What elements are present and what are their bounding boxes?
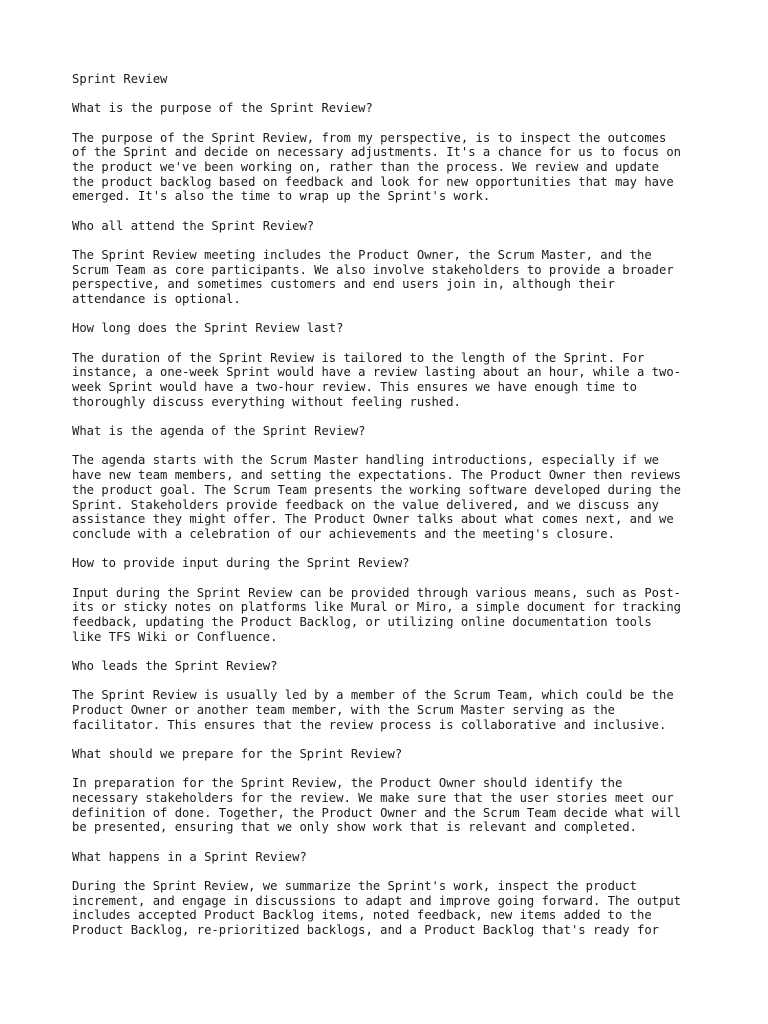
question-duration: How long does the Sprint Review last? — [72, 321, 344, 336]
document-title: Sprint Review — [72, 72, 168, 86]
question-agenda: What is the agenda of the Sprint Review? — [72, 424, 366, 439]
question-preparation: What should we prepare for the Sprint Review? — [72, 746, 403, 761]
answer-preparation: In preparation for the Sprint Review, the Product Owner should identify the necessary stakeholders for the review. We make sure that the user stories meet our definition of done. Together, the Product Owner and the Scrum Team decide what will be presented, ensuring that we only show work that is relevant and completed. — [72, 776, 682, 835]
question-purpose: What is the purpose of the Sprint Review? — [72, 101, 373, 116]
answer-agenda: The agenda starts with the Scrum Master handling introductions, especially if we have new team members, and setting the expectations. The Product Owner then reviews the product goal. The Scrum Team presents the working software developed during the Sprint. Stakeholders provide feedback on the value delivered, and we discuss any assistance they might offer. The Product Owner talks about what comes next, and we conclude with a celebration of our achievements and the meeting's closure. — [72, 453, 682, 541]
answer-attendees: The Sprint Review meeting includes the Product Owner, the Scrum Master, and the Scrum Team as core participants. We also involve stakeholders to provide a broader perspective, and sometimes customers and end users join in, although their attendance is optional. — [72, 248, 674, 307]
answer-what-happens: During the Sprint Review, we summarize the Sprint's work, inspect the product increment, and engage in discussions to adapt and improve going forward. The output includes accepted Product Backlog items, noted feedback, new items added to the Product Backlog, re-prioritized backlogs, and a Product Backlog that's ready for — [72, 878, 682, 938]
question-what-happens: What happens in a Sprint Review? — [72, 849, 307, 864]
question-attendees: Who all attend the Sprint Review? — [72, 218, 315, 233]
question-input: How to provide input during the Sprint Review? — [72, 556, 410, 571]
answer-input: Input during the Sprint Review can be provided through various means, such as Post- its or sticky notes on platforms like Mural or Miro, a simple document for tracking feedback, updating the Product Backlog, or utilizing online documentation tools like TFS Wiki or Confluence. — [72, 585, 682, 644]
question-leader: Who leads the Sprint Review? — [72, 658, 278, 673]
answer-purpose: The purpose of the Sprint Review, from my perspective, is to inspect the outcomes of the Sprint and decide on necessary adjustments. It's a chance for us to focus on the product we've been working on, rather than the process. We review and update the product backlog based on feedback and look for new opportunities that may have emerged. It's also the time to wrap up the Sprint's work. — [72, 130, 682, 204]
answer-duration: The duration of the Sprint Review is tailored to the length of the Sprint. For instance, a one-week Sprint would have a review lasting about an hour, while a two- week Sprint would have a two-hour review. This ensures we have enough time to thoroughly discuss everything without feeling rushed. — [72, 350, 682, 409]
document-page — [72, 72, 712, 952]
answer-leader: The Sprint Review is usually led by a member of the Scrum Team, which could be the Product Owner or another team member, with the Scrum Master serving as the facilitator. This ensures that the review process is collaborative and inclusive. — [72, 688, 674, 732]
